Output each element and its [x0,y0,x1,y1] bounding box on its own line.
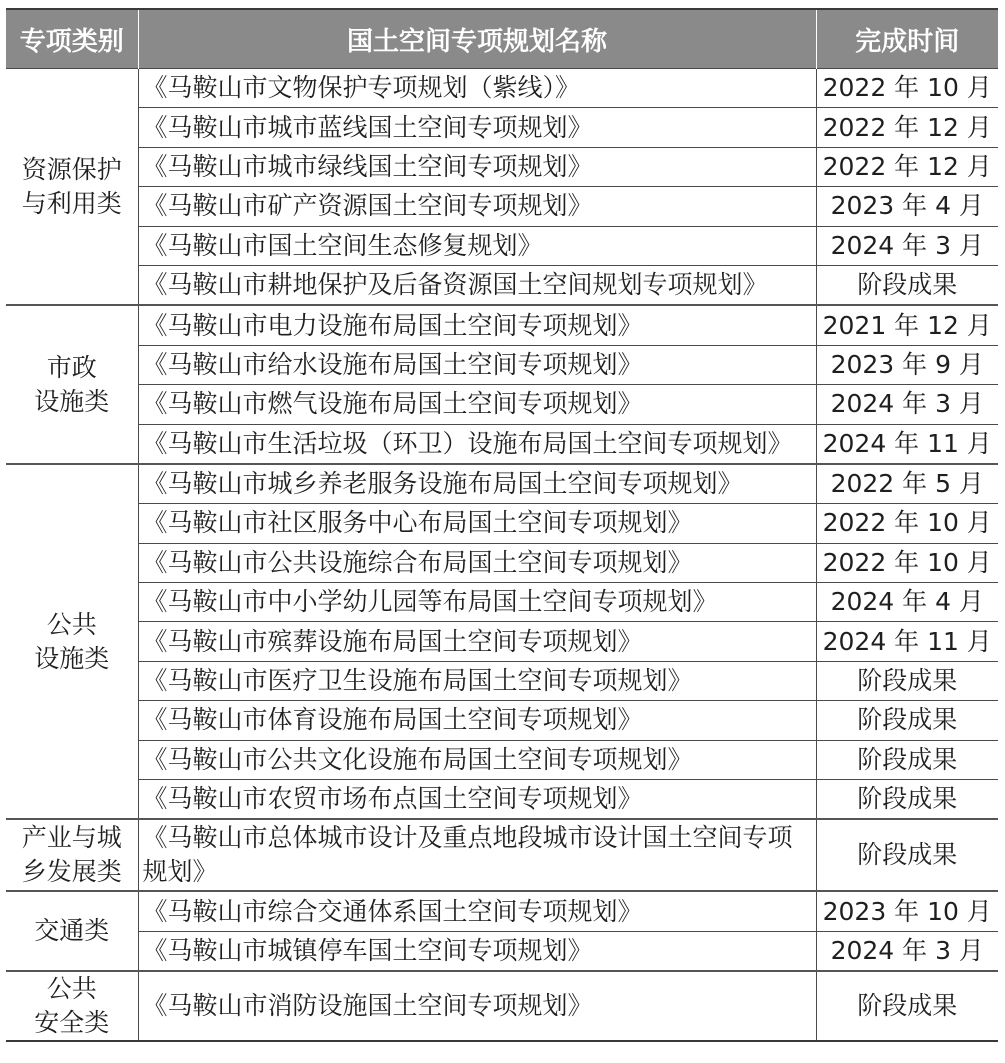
completion-time-cell: 阶段成果 [816,701,998,740]
plan-name-cell: 《马鞍山市城市蓝线国土空间专项规划》 [138,108,816,147]
table-row [6,108,998,147]
table-row [6,622,998,661]
completion-time-cell: 2024 年 3 月 [816,226,998,265]
header-category: 专项类别 [6,9,138,69]
completion-time-cell: 阶段成果 [816,265,998,305]
plan-name-cell: 《马鞍山市耕地保护及后备资源国土空间规划专项规划》 [138,265,816,305]
plan-name-cell: 《马鞍山市公共文化设施布局国土空间专项规划》 [138,740,816,779]
completion-time-cell: 2022 年 10 月 [816,504,998,543]
table-row [6,931,998,971]
plan-name-cell: 《马鞍山市总体城市设计及重点地段城市设计国土空间专项规划》 [138,819,816,891]
plan-name-cell: 《马鞍山市公共设施综合布局国土空间专项规划》 [138,543,816,582]
table-row [6,147,998,186]
category-label-line: 市政 [46,352,97,382]
table-row [6,424,998,464]
table-row [6,780,998,820]
completion-time-cell: 2022 年 12 月 [816,147,998,186]
table-row [6,701,998,740]
completion-time-cell: 阶段成果 [816,740,998,779]
category-label-line: 安全类 [34,1008,110,1038]
completion-time-cell: 2024 年 11 月 [816,424,998,464]
plan-name-cell: 《马鞍山市燃气设施布局国土空间专项规划》 [138,385,816,424]
table-row [6,226,998,265]
table-body [6,69,998,1042]
category-label-line: 公共 [46,609,97,639]
table-row [6,464,998,504]
completion-time-cell: 2023 年 10 月 [816,891,998,931]
completion-time-cell: 2022 年 12 月 [816,108,998,147]
completion-time-cell: 2024 年 4 月 [816,583,998,622]
completion-time-cell: 2023 年 9 月 [816,345,998,384]
category-cell [6,464,138,820]
category-cell [6,305,138,464]
plan-name-cell: 《马鞍山市城乡养老服务设施布局国土空间专项规划》 [138,464,816,504]
plan-name-cell: 《马鞍山市殡葬设施布局国土空间专项规划》 [138,622,816,661]
completion-time-cell: 阶段成果 [816,971,998,1041]
table-row [6,971,998,1041]
table-row [6,740,998,779]
completion-time-cell: 阶段成果 [816,819,998,891]
table-row [6,543,998,582]
category-label-line: 乡发展类 [21,857,122,887]
completion-time-cell: 2022 年 10 月 [816,543,998,582]
completion-time-cell: 2024 年 3 月 [816,385,998,424]
plan-name-cell: 《马鞍山市综合交通体系国土空间专项规划》 [138,891,816,931]
completion-time-cell: 2024 年 11 月 [816,622,998,661]
plan-name-cell: 《马鞍山市消防设施国土空间专项规划》 [138,971,816,1041]
completion-time-cell: 2022 年 5 月 [816,464,998,504]
table-row [6,305,998,345]
plan-name-cell: 《马鞍山市社区服务中心布局国土空间专项规划》 [138,504,816,543]
category-cell [6,891,138,971]
completion-time-cell: 2022 年 10 月 [816,69,998,108]
plan-name-cell: 《马鞍山市体育设施布局国土空间专项规划》 [138,701,816,740]
completion-time-cell: 2024 年 3 月 [816,931,998,971]
completion-time-cell: 阶段成果 [816,661,998,700]
category-cell [6,69,138,306]
planning-table [6,8,998,1042]
category-label-line: 交通类 [34,916,110,946]
table-row [6,504,998,543]
table-row [6,583,998,622]
plan-name-cell: 《马鞍山市城市绿线国土空间专项规划》 [138,147,816,186]
table-row [6,385,998,424]
category-label-line: 产业与城 [21,823,122,853]
plan-name-cell: 《马鞍山市文物保护专项规划（紫线）》 [138,69,816,108]
table-row [6,69,998,108]
header-plan-name: 国土空间专项规划名称 [138,9,816,69]
plan-name-cell: 《马鞍山市城镇停车国土空间专项规划》 [138,931,816,971]
table-row [6,265,998,305]
category-cell [6,819,138,891]
category-label-line: 设施类 [34,643,110,673]
header-completion-time: 完成时间 [816,9,998,69]
plan-name-cell: 《马鞍山市生活垃圾（环卫）设施布局国土空间专项规划》 [138,424,816,464]
category-cell [6,971,138,1041]
table-row [6,187,998,226]
plan-name-cell: 《马鞍山市电力设施布局国土空间专项规划》 [138,305,816,345]
plan-name-cell: 《马鞍山市农贸市场布点国土空间专项规划》 [138,780,816,820]
completion-time-cell: 阶段成果 [816,780,998,820]
plan-name-cell: 《马鞍山市国土空间生态修复规划》 [138,226,816,265]
category-label-line: 设施类 [34,386,110,416]
table-row [6,891,998,931]
plan-name-cell: 《马鞍山市矿产资源国土空间专项规划》 [138,187,816,226]
table-row [6,661,998,700]
completion-time-cell: 2021 年 12 月 [816,305,998,345]
table-row [6,819,998,891]
plan-name-cell: 《马鞍山市给水设施布局国土空间专项规划》 [138,345,816,384]
table-row [6,345,998,384]
plan-name-cell: 《马鞍山市医疗卫生设施布局国土空间专项规划》 [138,661,816,700]
category-label-line: 与利用类 [21,188,122,218]
plan-name-cell: 《马鞍山市中小学幼儿园等布局国土空间专项规划》 [138,583,816,622]
category-label-line: 资源保护 [21,154,122,184]
table-header-row [6,9,998,69]
category-label-line: 公共 [46,974,97,1004]
completion-time-cell: 2023 年 4 月 [816,187,998,226]
